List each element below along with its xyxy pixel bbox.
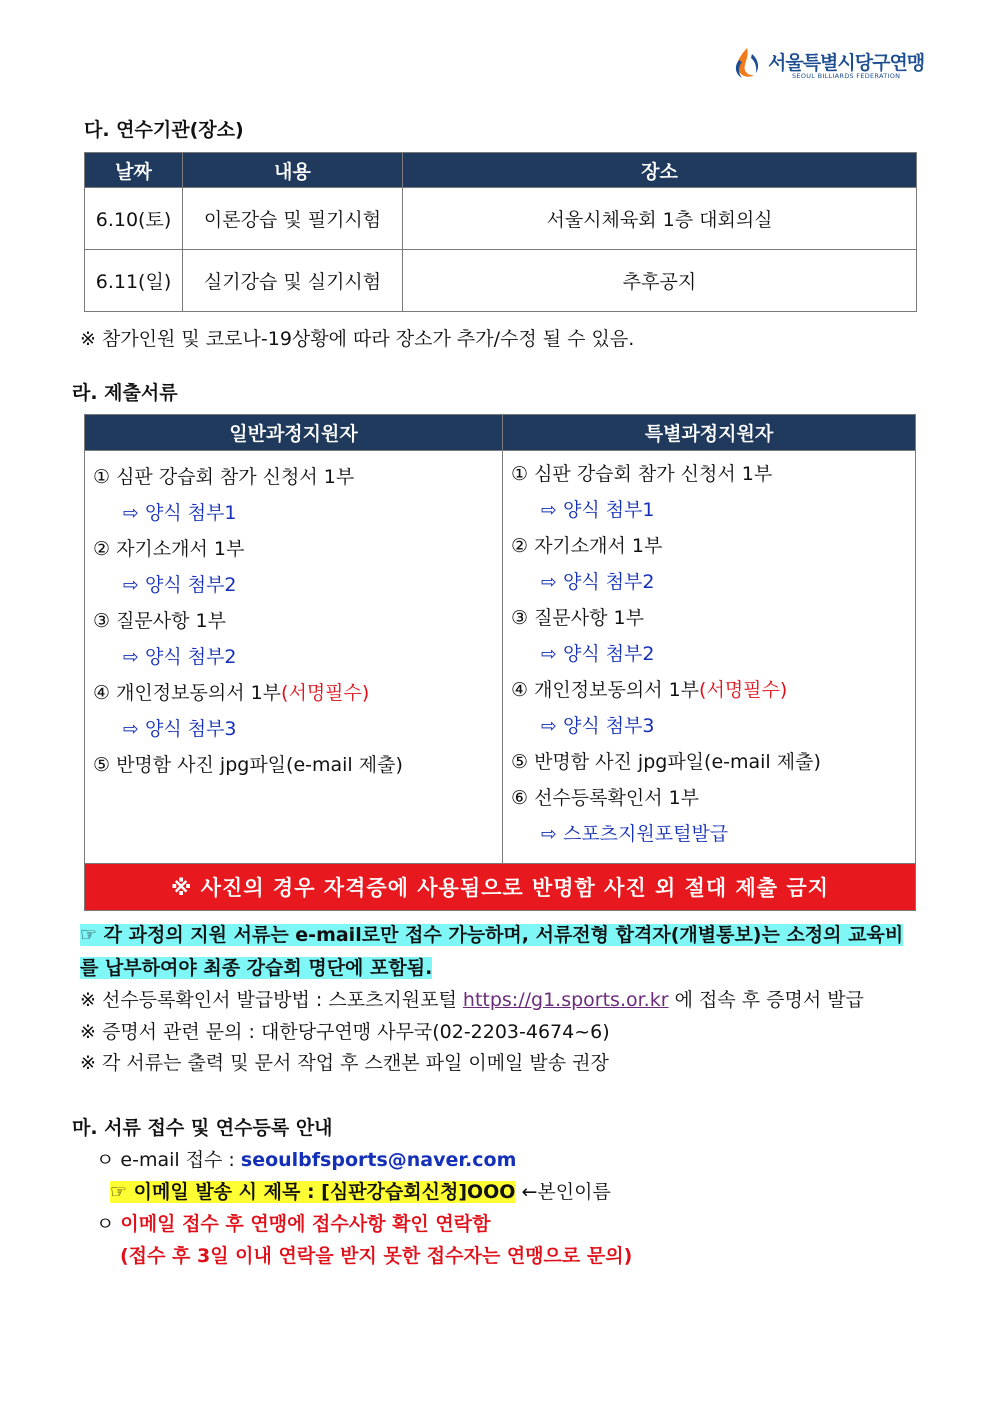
list-item: ⑥ 선수등록확인서 1부 — [511, 787, 700, 809]
list-item: ⑤ 반명함 사진 jpg파일(e-mail 제출) — [93, 754, 403, 776]
row-content: 이론강습 및 필기시험 — [183, 188, 403, 250]
bullet: ㅇ — [96, 1213, 121, 1235]
table-row — [85, 250, 917, 312]
certificate-issue-note — [80, 985, 864, 1012]
column-header-place: 장소 — [403, 153, 917, 188]
list-item: ⑤ 반명함 사진 jpg파일(e-mail 제출) — [511, 751, 821, 773]
signature-required-note: (서명필수) — [699, 679, 788, 701]
column-header-general: 일반과정지원자 — [85, 415, 503, 451]
photo-warning-banner: ※ 사진의 경우 자격증에 사용됨으로 반명함 사진 외 절대 제출 금지 — [85, 864, 916, 911]
email-subject-highlight: ☞ 이메일 발송 시 제목 : [심판강습회신청]OOO — [110, 1181, 516, 1203]
attachment-link[interactable]: ⇨ 양식 첨부1 — [123, 502, 237, 524]
contact-text: 이메일 접수 후 연맹에 접수사항 확인 연락함 — [120, 1213, 491, 1235]
attachment-link[interactable]: ⇨ 양식 첨부2 — [541, 571, 655, 593]
logo-title: 서울특별시당구연맹 — [768, 52, 925, 74]
highlight-notice-line1 — [80, 920, 903, 947]
attachment-link[interactable]: ⇨ 양식 첨부1 — [541, 499, 655, 521]
attachment-link[interactable]: ⇨ 양식 첨부3 — [123, 718, 237, 740]
general-documents-cell — [85, 451, 503, 864]
signature-required-note: (서명필수) — [281, 682, 370, 704]
column-header-content: 내용 — [183, 153, 403, 188]
venue-table — [84, 152, 917, 312]
venue-note: ※ 참가인원 및 코로나-19상황에 따라 장소가 추가/수정 될 수 있음. — [80, 328, 635, 350]
row-place: 서울시체육회 1층 대회의실 — [403, 188, 917, 250]
list-item: ② 자기소개서 1부 — [93, 538, 245, 560]
list-item-text: ④ 개인정보동의서 1부 — [93, 682, 282, 704]
email-subject-line — [110, 1177, 611, 1204]
row-content: 실기강습 및 실기시험 — [183, 250, 403, 312]
row-date: 6.11(일) — [85, 250, 183, 312]
contact-line — [96, 1209, 490, 1236]
documents-table — [84, 414, 916, 911]
section-ra-heading: 라. 제출서류 — [72, 382, 178, 404]
list-item — [511, 672, 915, 708]
list-item: ① 심판 강습회 참가 신청서 1부 — [93, 466, 355, 488]
logo-subtitle: SEOUL BILLIARDS FEDERATION — [792, 72, 901, 80]
special-documents-list — [503, 451, 915, 852]
attachment-link[interactable]: ⇨ 양식 첨부2 — [541, 643, 655, 665]
highlight-text: ☞ 각 과정의 지원 서류는 e-mail로만 접수 가능하며, 서류전형 합격자(개별통보)는 소정의 교육비 — [80, 924, 904, 946]
scan-recommend-note: ※ 각 서류는 출력 및 문서 작업 후 스캔본 파일 이메일 발송 권장 — [80, 1052, 609, 1074]
section-da-heading: 다. 연수기관(장소) — [84, 119, 244, 141]
sports-portal-url-link[interactable]: https://g1.sports.or.kr — [462, 989, 669, 1011]
highlight-notice-line2 — [80, 953, 432, 980]
row-place: 추후공지 — [403, 250, 917, 312]
federation-logo — [730, 44, 930, 84]
list-item: ① 심판 강습회 참가 신청서 1부 — [511, 463, 773, 485]
list-item-text: ④ 개인정보동의서 1부 — [511, 679, 700, 701]
email-submission-line — [96, 1145, 516, 1172]
column-header-special: 특별과정지원자 — [503, 415, 916, 451]
note-text: 에 접속 후 증명서 발급 — [668, 989, 864, 1011]
email-subject-tail: ←본인이름 — [515, 1181, 611, 1203]
attachment-link[interactable]: ⇨ 양식 첨부2 — [123, 646, 237, 668]
table-row — [85, 188, 917, 250]
list-item: ③ 질문사항 1부 — [511, 607, 644, 629]
general-documents-list — [85, 451, 502, 783]
column-header-date: 날짜 — [85, 153, 183, 188]
documents-table-header — [85, 415, 916, 451]
note-text: ※ 선수등록확인서 발급방법 : 스포츠지원포털 — [80, 989, 463, 1011]
list-item: ③ 질문사항 1부 — [93, 610, 226, 632]
sports-portal-link[interactable]: ⇨ 스포츠지원포털발급 — [541, 823, 729, 845]
list-item: ② 자기소개서 1부 — [511, 535, 663, 557]
attachment-link[interactable]: ⇨ 양식 첨부3 — [541, 715, 655, 737]
contact-followup-note: (접수 후 3일 이내 연락을 받지 못한 접수자는 연맹으로 문의) — [120, 1245, 633, 1267]
attachment-link[interactable]: ⇨ 양식 첨부2 — [123, 574, 237, 596]
venue-table-header — [85, 153, 917, 188]
row-date: 6.10(토) — [85, 188, 183, 250]
flame-logo-icon — [730, 46, 764, 80]
special-documents-cell — [503, 451, 916, 864]
inquiry-note: ※ 증명서 관련 문의 : 대한당구연맹 사무국(02-2203-4674~6) — [80, 1021, 610, 1043]
highlight-text: 를 납부하여야 최종 강습회 명단에 포함됨. — [80, 957, 433, 979]
section-ma-heading: 마. 서류 접수 및 연수등록 안내 — [72, 1117, 333, 1139]
email-label: ㅇ e-mail 접수 : — [96, 1149, 241, 1171]
list-item — [93, 675, 502, 711]
email-address-link[interactable]: seoulbfsports@naver.com — [240, 1149, 517, 1171]
